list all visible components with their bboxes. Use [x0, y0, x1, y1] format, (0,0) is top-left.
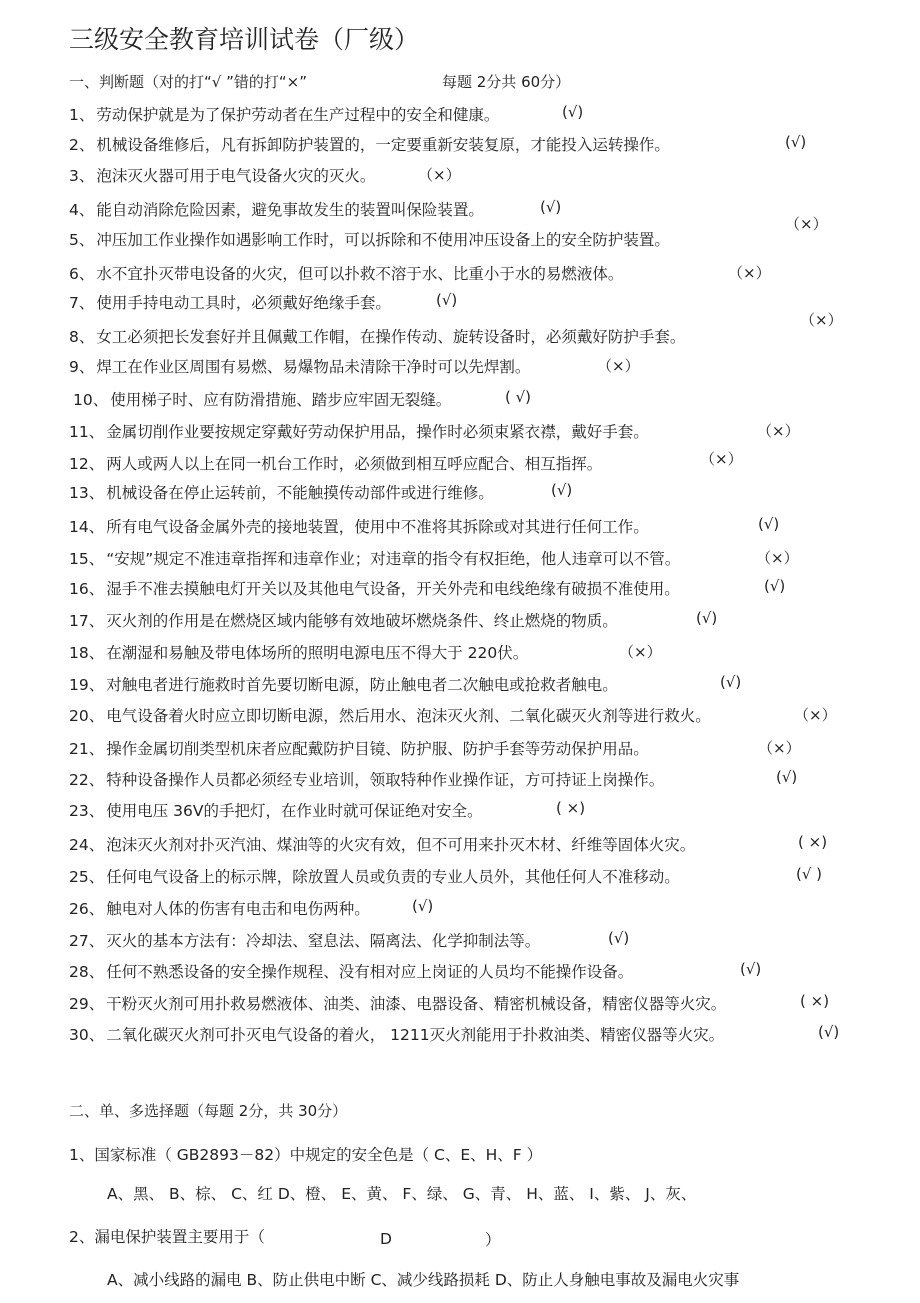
- question-answer: （×）: [418, 166, 461, 184]
- question-row: [69, 355, 530, 377]
- question-number: 27、: [69, 932, 105, 950]
- question-answer: （×）: [756, 549, 799, 567]
- question-row: [69, 262, 623, 284]
- question-answer: (√): [562, 103, 584, 121]
- question-text: 机械设备维修后，凡有拆卸防护装置的，一定要重新安装复原，才能投入运转操作。: [96, 136, 670, 154]
- question-number: 5、: [69, 231, 95, 249]
- question-text: 灭火的基本方法有：冷却法、窒息法、隔离法、化学抑制法等。: [106, 932, 541, 950]
- question-number: 21、: [69, 740, 105, 758]
- question-text: 触电对人体的伤害有电击和电伤两种。: [106, 900, 370, 918]
- question-row: [69, 198, 484, 220]
- question-number: 8、: [69, 328, 95, 346]
- question-text: 泡沫灭火剂对扑灭汽油、煤油等的火灾有效，但不可用来扑灭木材、纤维等固体火灾。: [106, 836, 696, 854]
- question-number: 14、: [69, 518, 105, 536]
- question-row: [69, 452, 602, 474]
- question-answer: (√): [436, 291, 458, 309]
- question-row: [69, 768, 664, 790]
- question-answer: （×）: [597, 357, 640, 375]
- question-number: 9、: [69, 358, 95, 376]
- question-answer: (√): [551, 481, 573, 499]
- question-row: [69, 1023, 724, 1045]
- question-answer: (√): [608, 929, 630, 947]
- question-answer: (√): [785, 133, 807, 151]
- question-text: 使用电压 36V的手把灯，在作业时就可保证绝对安全。: [106, 802, 483, 820]
- question-text: 使用梯子时、应有防滑措施、踏步应牢固无裂缝。: [110, 391, 452, 409]
- question-row: [69, 577, 680, 599]
- question-answer: （×）: [794, 706, 837, 724]
- question-text: 所有电气设备金属外壳的接地装置，使用中不准将其拆除或对其进行任何工作。: [106, 518, 649, 536]
- question-text: 使用手持电动工具时，必须戴好绝缘手套。: [96, 294, 391, 312]
- question-number: 7、: [69, 294, 95, 312]
- question-text: 任何电气设备上的标示牌，除放置人员或负责的专业人员外，其他任何人不准移动。: [106, 868, 680, 886]
- question-answer: (√): [818, 1023, 840, 1041]
- question-answer: （×）: [757, 422, 800, 440]
- question-row: [69, 641, 528, 663]
- choice-question-2-answer: D: [380, 1230, 392, 1248]
- question-text: 对触电者进行施救时首先要切断电源，防止触电者二次触电或抢救者触电。: [106, 676, 618, 694]
- question-row: [69, 673, 618, 695]
- question-row: [69, 228, 670, 250]
- question-answer: ( ×): [800, 992, 830, 1010]
- question-number: 22、: [69, 771, 105, 789]
- question-number: 2、: [69, 136, 95, 154]
- question-answer: (√): [540, 198, 562, 216]
- question-text: 灭火剂的作用是在燃烧区域内能够有效地破坏燃烧条件、终止燃烧的物质。: [106, 612, 618, 630]
- question-row: [69, 547, 680, 569]
- question-text: 操作金属切削类型机床者应配戴防护目镜、防护服、防护手套等劳动保护用品。: [106, 740, 649, 758]
- question-row: [69, 799, 483, 821]
- question-answer: (√): [696, 609, 718, 627]
- question-number: 29、: [69, 995, 105, 1013]
- question-row: [69, 164, 375, 186]
- question-number: 1、: [69, 106, 95, 124]
- section1-score: 每题 2分共 60分）: [442, 73, 571, 91]
- question-answer: ( ×): [798, 833, 828, 851]
- choice-question-2: 2、漏电保护装置主要用于（: [69, 1228, 265, 1246]
- question-row: [69, 103, 499, 125]
- question-answer: (√): [764, 577, 786, 595]
- question-answer: (√): [720, 673, 742, 691]
- question-row: [69, 929, 540, 951]
- question-number: 24、: [69, 836, 105, 854]
- question-row: [69, 704, 711, 726]
- question-text: 泡沫灭火器可用于电气设备火灾的灭火。: [96, 167, 376, 185]
- question-number: 28、: [69, 963, 105, 981]
- question-number: 16、: [69, 580, 105, 598]
- question-text: 水不宜扑灭带电设备的火灾，但可以扑救不溶于水、比重小于水的易燃液体。: [96, 265, 624, 283]
- question-number: 6、: [69, 265, 95, 283]
- question-answer: (√): [740, 960, 762, 978]
- question-answer: （×）: [700, 450, 743, 468]
- question-text: 焊工在作业区周围有易燃、易爆物品未清除干净时可以先焊割。: [96, 358, 531, 376]
- question-text: 湿手不准去摸触电灯开关以及其他电气设备，开关外壳和电线绝缘有破损不准使用。: [106, 580, 680, 598]
- page-title: 三级安全教育培训试卷（厂级）: [69, 25, 420, 54]
- question-row: [69, 481, 494, 503]
- question-text: 二氧化碳灭火剂可扑灭电气设备的着火， 1211灭火剂能用于扑救油类、精密仪器等火灾。: [106, 1026, 725, 1044]
- question-answer: ( ×): [556, 799, 586, 817]
- question-row: [69, 992, 726, 1014]
- question-answer: （×）: [619, 643, 662, 661]
- question-number: 17、: [69, 612, 105, 630]
- question-row: [69, 897, 370, 919]
- question-row: [69, 420, 649, 442]
- question-row: [69, 515, 649, 537]
- question-answer: （×）: [800, 311, 843, 329]
- question-answer: （×）: [785, 215, 828, 233]
- question-text: 金属切削作业要按规定穿戴好劳动保护用品，操作时必须束紧衣襟，戴好手套。: [106, 423, 649, 441]
- question-text: 两人或两人以上在同一机台工作时，必须做到相互呼应配合、相互指挥。: [106, 455, 603, 473]
- question-answer: （×）: [728, 264, 771, 282]
- question-text: 冲压加工作业操作如遇影响工作时，可以拆除和不使用冲压设备上的安全防护装置。: [96, 231, 670, 249]
- question-number: 23、: [69, 802, 105, 820]
- question-text: 电气设备着火时应立即切断电源，然后用水、泡沫灭火剂、二氧化碳灭火剂等进行救火。: [106, 707, 711, 725]
- question-number: 20、: [69, 707, 105, 725]
- choice-question-2-close: ）: [485, 1231, 501, 1249]
- question-answer: (√): [758, 515, 780, 533]
- question-answer: （×）: [758, 739, 801, 757]
- question-number: 10、: [73, 391, 109, 409]
- question-row: [73, 388, 451, 410]
- question-row: [69, 325, 685, 347]
- section2-heading: 二、单、多选择题（每题 2分，共 30分）: [69, 1102, 348, 1120]
- question-number: 15、: [69, 550, 105, 568]
- question-answer: (√): [412, 897, 434, 915]
- question-answer: (√ ): [796, 865, 823, 883]
- choice-question-1-options: A、黑、 B、棕、 C、红 D、橙、 E、黄、 F、绿、 G、青、 H、蓝、 I、紫、 J、灰、: [107, 1185, 697, 1203]
- question-text: 特种设备操作人员都必须经专业培训，领取特种作业操作证，方可持证上岗操作。: [106, 771, 665, 789]
- choice-question-2-options: A、减小线路的漏电 B、防止供电中断 C、减少线路损耗 D、防止人身触电事故及漏电火灾事: [107, 1271, 740, 1289]
- question-number: 26、: [69, 900, 105, 918]
- question-row: [69, 865, 680, 887]
- question-text: “安规”规定不准违章指挥和违章作业；对违章的指令有权拒绝，他人违章可以不管。: [106, 550, 681, 568]
- question-number: 18、: [69, 644, 105, 662]
- question-number: 11、: [69, 423, 105, 441]
- question-row: [69, 737, 649, 759]
- question-number: 25、: [69, 868, 105, 886]
- question-row: [69, 960, 633, 982]
- question-row: [69, 133, 670, 155]
- question-number: 19、: [69, 676, 105, 694]
- question-number: 3、: [69, 167, 95, 185]
- question-answer: (√): [776, 768, 798, 786]
- section1-heading: 一、判断题（对的打“√ ”错的打“×”: [69, 73, 307, 91]
- question-number: 30、: [69, 1026, 105, 1044]
- question-text: 在潮湿和易触及带电体场所的照明电源电压不得大于 220伏。: [106, 644, 529, 662]
- question-text: 劳动保护就是为了保护劳动者在生产过程中的安全和健康。: [96, 106, 500, 124]
- question-text: 女工必须把长发套好并且佩戴工作帽，在操作传动、旋转设备时，必须戴好防护手套。: [96, 328, 686, 346]
- question-text: 机械设备在停止运转前，不能触摸传动部件或进行维修。: [106, 484, 494, 502]
- question-row: [69, 609, 618, 631]
- question-answer: ( √): [505, 388, 532, 406]
- question-text: 干粉灭火剂可用扑救易燃液体、油类、油漆、电器设备、精密机械设备，精密仪器等火灾。: [106, 995, 727, 1013]
- question-row: [69, 833, 695, 855]
- question-text: 任何不熟悉设备的安全操作规程、没有相对应上岗证的人员均不能操作设备。: [106, 963, 634, 981]
- question-number: 4、: [69, 201, 95, 219]
- question-number: 12、: [69, 455, 105, 473]
- choice-question-1: 1、国家标准（ GB2893－82）中规定的安全色是（ C、E、H、F ）: [69, 1146, 543, 1164]
- question-text: 能自动消除危险因素，避免事故发生的装置叫保险装置。: [96, 201, 484, 219]
- question-number: 13、: [69, 484, 105, 502]
- question-row: [69, 291, 391, 313]
